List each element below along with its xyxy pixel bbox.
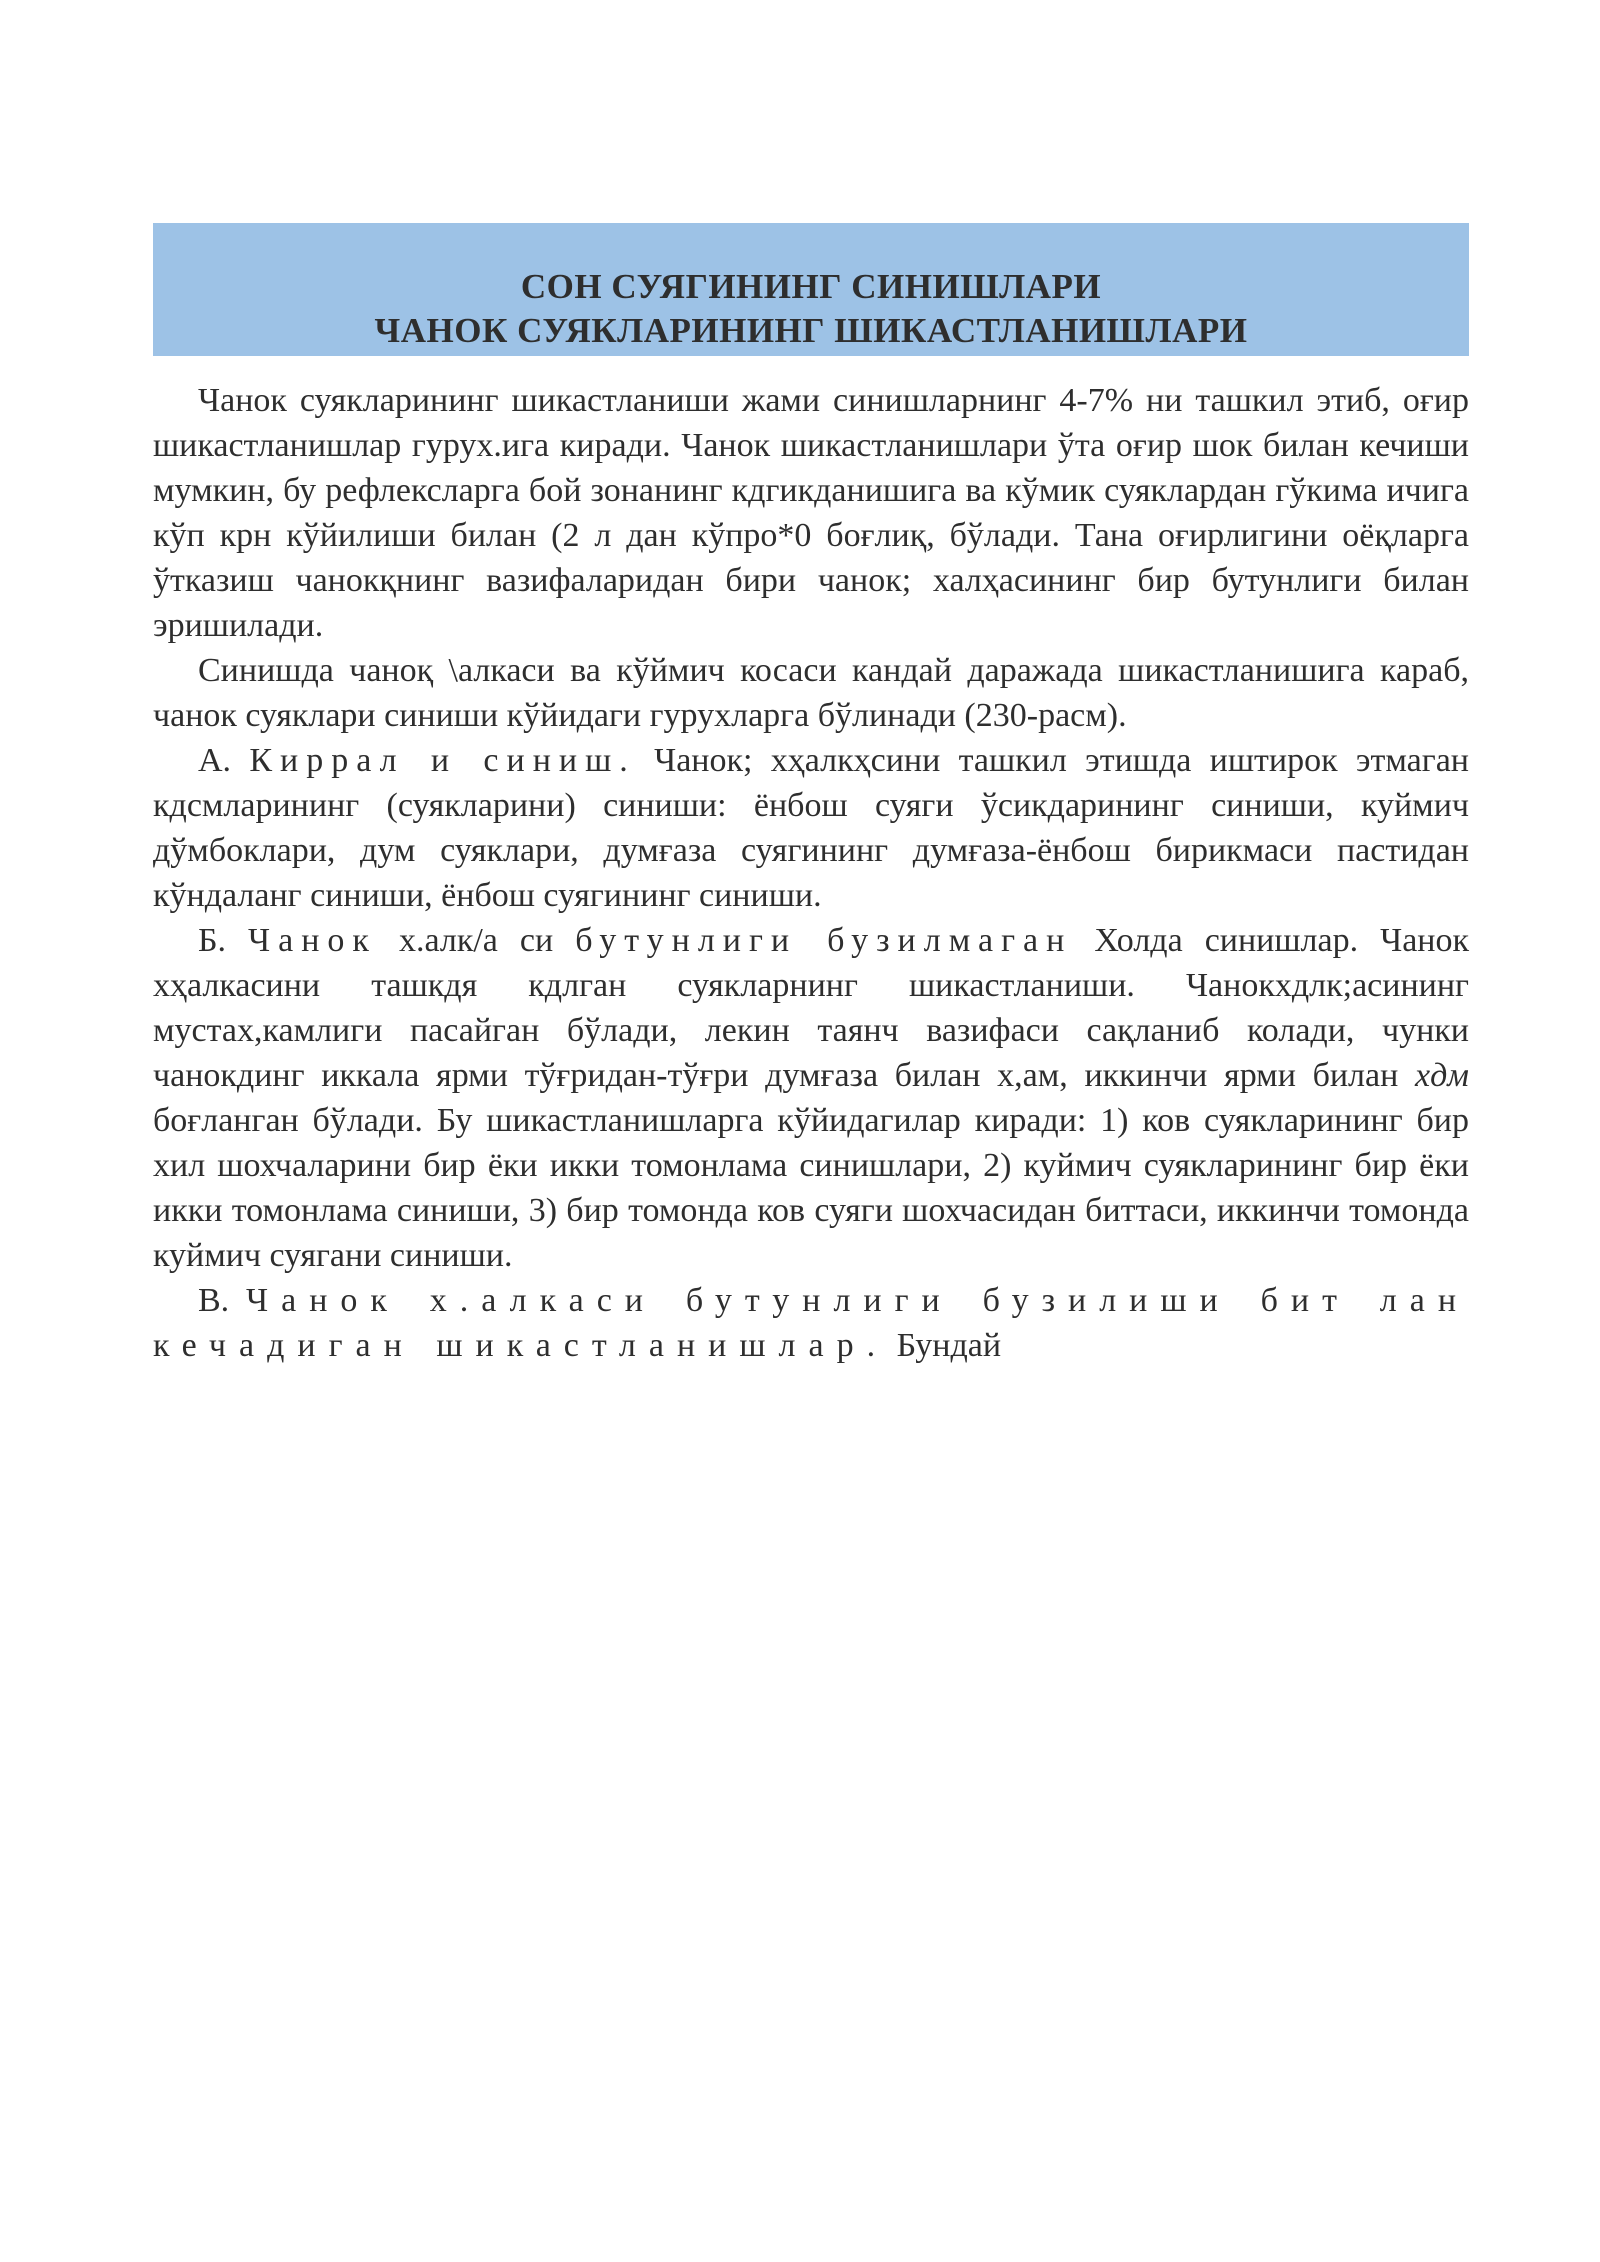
paragraph-3 [153,738,1469,918]
title-banner [153,223,1469,356]
paragraph-4-heading-part1: Чанок [248,922,377,959]
chapter-title: СОН СУЯГИНИНГ СИНИШЛАРИ [520,267,1102,306]
paragraph-3-heading: Киррал и синиш. [249,742,636,779]
paragraph-1: Чанок суякларининг шикастланиши жами синишларнинг 4-7% ни ташкил этиб, оғир шикастланишлар гурух.ига киради. Чанок шикастланишлари ўта оғир шок билан кечиши мумкин, бу рефлексларга бой зонанинг кдгикданишига ва кўмик суяклардан гўкима ичига кўп крн кўйилиши билан (2 л дан кўпро*0 боғлиқ, бўлади. Тана оғирлигини оёқларга ўтказиш чанокқнинг вазифаларидан бири чанок; халҳасининг бир бутунлиги билан эришилади. [153,382,1469,644]
paragraph-5-text: Бундай [896,1327,1002,1364]
section-title: ЧАНОК СУЯКЛАРИНИНГ ШИКАСТЛАНИШЛАРИ [374,311,1248,350]
paragraph-4-heading-mid: х.алк/а си [398,922,554,959]
paragraph-5-label: В. [198,1282,230,1319]
paragraph-2: Синишда чаноқ \алкаси ва кўймич косаси кандай даражада шикастланишига караб, чанок суяклари синиши кўйидаги гурухларга бўлинади (230-расм). [153,652,1469,734]
paragraph-3-label: А. [198,742,232,779]
paragraph-4-text-1: Холда синишлар. Чанок хҳалкасини ташкдя кдлган суякларнинг шикастланиши. Чанокхдлк;асининг мустах,камлиги пасайган бўлади, лекин таянч вазифаси сақланиб колади, чунки чанокдинг иккала ярми тўғридан-тўғри думғаза билан х,ам, иккинчи ярми билан [153,922,1470,1094]
paragraph-4-italic: хдм [1415,1057,1469,1094]
paragraph-4-label: Б. [198,922,227,959]
paragraph-5-heading: Чанок х.алкаси бутунлиги бузилиши бит лан кечадиган шикастланишлар. [153,1282,1470,1364]
paragraph-3-text: Чанок; хҳалкҳсини ташкил этишда иштирок этмаган кдсмларининг (суякларини) синиши: ёнбош суяги ўсикдарининг синиши, куймич дўмбоклари, дум суяклари, думғаза суягининг думғаза-ёнбош бирикмаси пастидан кўндаланг синиши, ёнбош суягининг синиши. [153,742,1469,914]
paragraph-5 [153,1278,1469,1368]
paragraph-4 [153,918,1469,1278]
paragraph-4-heading-part2: бутунлиги бузилмаган [575,922,1073,959]
body-text [153,378,1469,1368]
paragraph-4-text-2: боғланган бўлади. Бу шикастланишларга кўйидагилар киради: 1) ков суякларининг бир хил шохчаларини бир ёки икки томонлама синишлари, 2) куймич суякларининг бир ёки икки томонлама синиши, 3) бир томонда ков суяги шохчасидан биттаси, иккинчи томонда куймич суягани синиши. [153,1102,1469,1274]
